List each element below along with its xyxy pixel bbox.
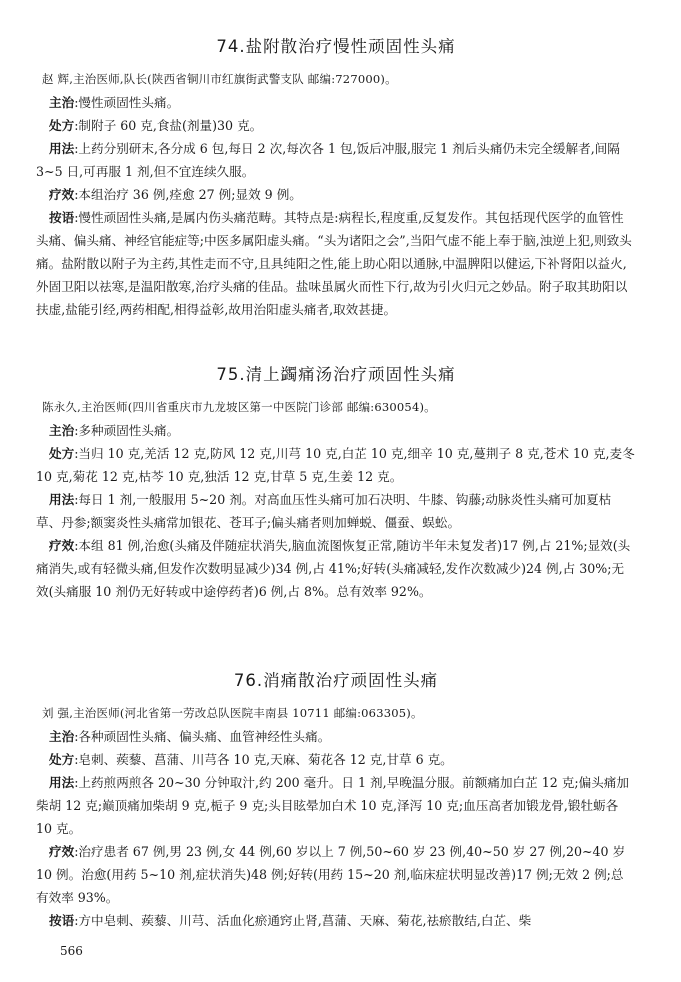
main-label: 主治 [49, 729, 75, 744]
usage-label: 用法 [49, 492, 75, 507]
section-76-usage: 用法:上药煎两煎各 20~30 分钟取汁,约 200 毫升。日 1 剂,早晚温分服。前额痛加白芷 12 克;偏头痛加柴胡 12 克;巅顶痛加柴胡 9 克,栀子 9 克;头目眩晕加白术 10 克,泽泻 10 克;血压高者加锻龙骨,锻牡蛎各 10 克。 [36, 775, 629, 836]
recipe-label: 处方 [49, 446, 75, 461]
section-75-effect: 疗效:本组 81 例,治愈(头痛及伴随症状消失,脑血流图恢复正常,随访半年未复发者)17 例,占 21%;显效(头痛消失,或有轻微头痛,但发作次数明显减少)34 例,占 41%;好转(头痛减轻,发作次数减少)24 例,占 30%;无效(头痛服 10 剂仍无好转或中途停药者)6 例,占 8%。总有效率 92%。 [36, 538, 631, 599]
section-75 [36, 361, 636, 603]
section-74-main: 主治:慢性顽固性头痛。 [49, 95, 180, 110]
section-74-author: 赵 辉,主治医师,队长(陕西省铜川市红旗街武警支队 邮编:727000)。 [42, 72, 397, 86]
section-75-usage: 用法:每日 1 剂,一般服用 5~20 剂。对高血压性头痛可加石决明、牛膝、钩藤;动脉炎性头痛可加夏枯草、丹参;额窦炎性头痛常加银花、苍耳子;偏头痛者则加蝉蜕、僵蚕、蜈蚣。 [36, 492, 612, 530]
effect-label: 疗效 [49, 187, 75, 202]
recipe-label: 处方 [49, 752, 75, 767]
note-label: 按语 [49, 210, 75, 225]
section-74-usage: 用法:上药分别研末,各分成 6 包,每日 2 次,每次各 1 包,饭后冲服,服完 1 剂后头痛仍未完全缓解者,间隔 3~5 日,可再服 1 剂,但不宜连续久服。 [36, 141, 620, 179]
section-76-recipe: 处方:皂刺、蒺藜、菖蒲、川芎各 10 克,天麻、菊花各 12 克,甘草 6 克。 [49, 752, 453, 767]
main-label: 主治 [49, 95, 75, 110]
section-76-effect: 疗效:治疗患者 67 例,男 23 例,女 44 例,60 岁以上 7 例,50~60 岁 23 例,40~50 岁 27 例,20~40 岁 10 例。治愈(用药 5~10 剂,症状消失)48 例;好转(用药 15~20 剂,临床症状明显改善)17 例;无效 2 例;总有效率 93%。 [36, 844, 626, 905]
page-number: 566 [60, 944, 83, 958]
usage-label: 用法 [49, 141, 75, 156]
section-75-recipe: 处方:当归 10 克,羌活 12 克,防风 12 克,川芎 10 克,白芷 10 克,细辛 10 克,蔓荆子 8 克,苍术 10 克,麦冬 10 克,菊花 12 克,枯芩 10 克,独活 12 克,甘草 5 克,生姜 12 克。 [36, 446, 635, 484]
section-76-main: 主治:各种顽固性头痛、偏头痛、血管神经性头痛。 [49, 729, 331, 744]
section-76-title: 76.消痛散治疗顽固性头痛 [233, 671, 439, 690]
section-74-recipe: 处方:制附子 60 克,食盐(剂量)30 克。 [49, 118, 263, 133]
section-76 [36, 667, 636, 932]
section-75-main: 主治:多种顽固性头痛。 [49, 423, 180, 438]
section-75-title: 75.清上蠲痛汤治疗顽固性头痛 [216, 365, 456, 384]
section-74-effect: 疗效:本组治疗 36 例,痊愈 27 例;显效 9 例。 [49, 187, 302, 202]
recipe-label: 处方 [49, 118, 75, 133]
effect-label: 疗效 [49, 844, 75, 859]
section-75-author: 陈永久,主治医师(四川省重庆市九龙坡区第一中医院门诊部 邮编:630054)。 [42, 400, 436, 414]
main-label: 主治 [49, 423, 75, 438]
section-76-note: 按语:方中皂刺、蒺藜、川芎、活血化瘀通窍止肾,菖蒲、天麻、菊花,祛瘀散结,白芷、柴 [49, 913, 532, 928]
effect-label: 疗效 [49, 538, 75, 553]
section-74-title: 74.盐附散治疗慢性顽固性头痛 [216, 37, 456, 56]
section-76-author: 刘 强,主治医师(河北省第一劳改总队医院丰南县 10711 邮编:063305)。 [42, 706, 423, 720]
section-74 [36, 33, 636, 321]
section-74-note: 按语:慢性顽固性头痛,是属内伤头痛范畴。其特点是:病程长,程度重,反复发作。其包括现代医学的血管性头痛、偏头痛、神经官能症等;中医多属阳虚头痛。“头为诸阳之会”,当阳气虚不能上奉于脑,浊逆上犯,则致头痛。盐附散以附子为主药,其性走而不守,且具纯阳之性,能上助心阳以通脉,中温脾阳以健运,下补肾阳以益火,外固卫阳以祛寒,是温阳散寒,治疗头痛的佳品。盐味虽属火而性下行,故为引火归元之妙品。附子取其助阳以扶虚,盐能引经,两药相配,相得益彰,故用治阳虚头痛者,取效甚捷。 [36, 210, 632, 317]
usage-label: 用法 [49, 775, 75, 790]
note-label: 按语 [49, 913, 75, 928]
